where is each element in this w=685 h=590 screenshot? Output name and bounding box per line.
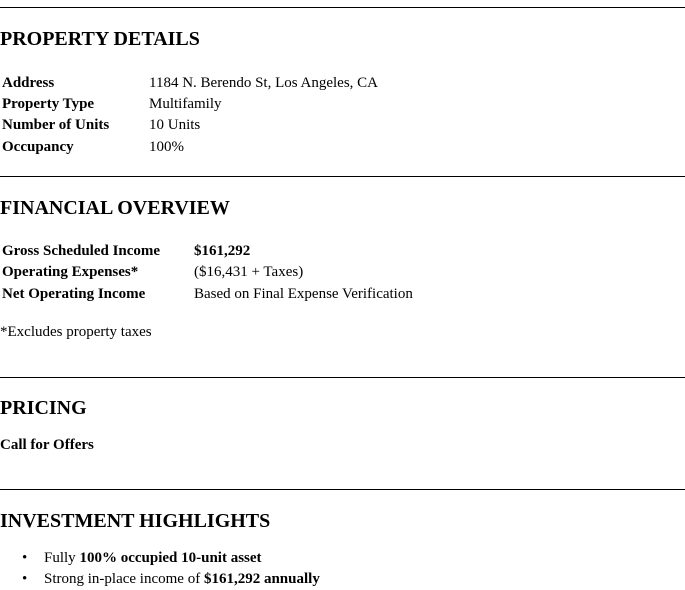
list-item [0, 548, 320, 569]
address-label: Address [2, 75, 55, 91]
top-divider [0, 7, 685, 8]
noi-value: Based on Final Expense Verification [194, 286, 413, 302]
investment-highlights-heading: INVESTMENT HIGHLIGHTS [0, 510, 271, 532]
financial-overview-heading: FINANCIAL OVERVIEW [0, 197, 230, 219]
highlight-text-strong: 100% occupied 10-unit asset [79, 550, 262, 566]
highlight-text-pre: Strong in-place income of [44, 571, 204, 587]
operating-expenses-label: Operating Expenses* [2, 264, 139, 280]
property-type-label: Property Type [2, 96, 95, 112]
pricing-heading: PRICING [0, 397, 87, 419]
pricing-divider [0, 377, 685, 378]
gross-income-label: Gross Scheduled Income [2, 243, 161, 259]
highlights-list [0, 548, 320, 590]
taxes-footnote: *Excludes property taxes [0, 324, 152, 340]
bullet-icon: • [22, 550, 28, 566]
occupancy-label: Occupancy [2, 139, 74, 155]
financial-divider [0, 176, 685, 177]
property-type-value: Multifamily [149, 96, 222, 112]
noi-label: Net Operating Income [2, 286, 146, 302]
gross-income-value: $161,292 [194, 243, 251, 259]
highlight-text-pre: Fully [44, 550, 80, 566]
highlights-divider [0, 489, 685, 490]
highlight-text-strong: $161,292 annually [203, 571, 320, 587]
number-of-units-label: Number of Units [2, 117, 110, 133]
pricing-text: Call for Offers [0, 437, 94, 453]
property-details-heading: PROPERTY DETAILS [0, 28, 200, 50]
address-value: 1184 N. Berendo St, Los Angeles, CA [149, 75, 379, 91]
occupancy-value: 100% [149, 139, 184, 155]
number-of-units-value: 10 Units [149, 117, 201, 133]
list-item [0, 569, 320, 590]
bullet-icon: • [22, 571, 28, 587]
operating-expenses-value: ($16,431 + Taxes) [194, 264, 304, 280]
